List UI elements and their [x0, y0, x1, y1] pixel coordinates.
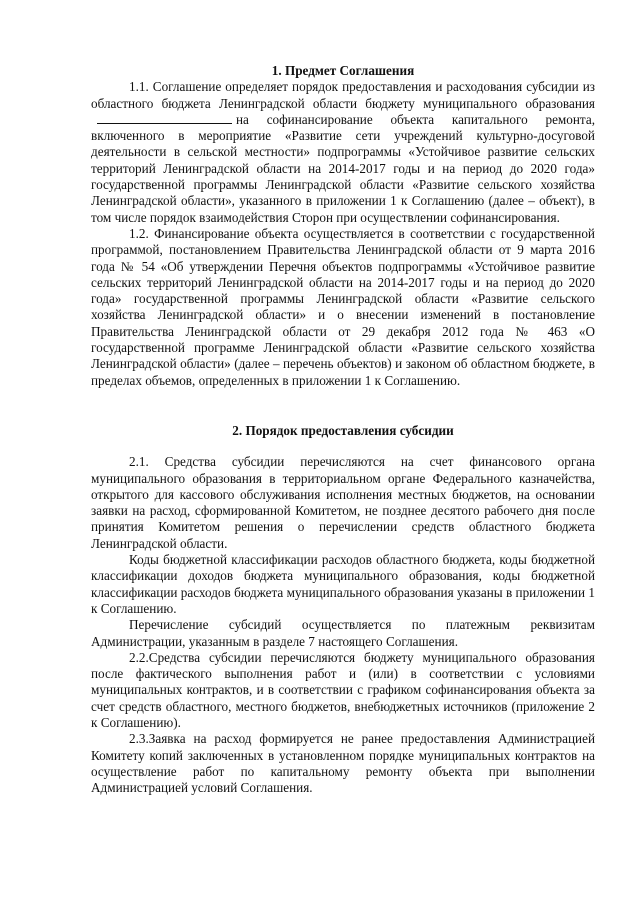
clause-1-1-text-end: на софинансирование объекта капитального ремонта, включенного в мероприятие «Развитие сети учреждений культурно-досуговой деятельности в сельской местности» подпрограммы «Устойчивое развитие сельских территорий Ленинградской области на 2014-2017 годы и на период до 2020 года» государственной программы Ленинградской области «Развитие сельского хозяйства Ленинградской области», указанного в приложении 1 к Соглашению (далее – объект), в том числе порядок взаимодействия Сторон при осуществлении софинансирования. — [91, 111, 595, 225]
clause-paragraph: 2.2.Средства субсидии перечисляются бюджету муниципального образования после фактического выполнения работ и (или) в соответствии с условиями муниципальных контрактов, и в соответствии с графиком софинансирования объекта за счет средств областного, местного бюджетов, внебюджетных источников (приложение 2 к Соглашению). — [91, 649, 595, 730]
clause-1-1 — [91, 79, 595, 226]
section-2-heading: 2. Порядок предоставления субсидии — [232, 422, 454, 438]
clause-paragraph: Перечисление субсидий осуществляется по платежным реквизитам Администрации, указанным в разделе 7 настоящего Соглашения. — [91, 617, 595, 649]
clause-paragraph: 2.3.Заявка на расход формируется не ранее предоставления Администрацией Комитету копий заключенных в установленном порядке муниципальных контрактов на осуществление работ по капитальному ремонту объекта при выполнении Администрацией условий Соглашения. — [91, 731, 595, 796]
clause-paragraph: 2.1. Средства субсидии перечисляются на счет финансового органа муниципального образования в территориальном органе Федерального казначейства, открытого для кассового обслуживания исполнения местных бюджетов, на основании заявки на расход, сформированной Комитетом, не позднее десятого рабочего дня после принятия Комитетом решения о перечислении средств областного бюджета Ленинградской области. — [91, 454, 595, 551]
clause-1-2: 1.2. Финансирование объекта осуществляется в соответствии с государственной программой, постановлением Правительства Ленинградской области от 9 марта 2016 года № 54 «Об утверждении Перечня объектов подпрограммы «Устойчивое развитие сельских территорий Ленинградской области на 2014-2017 годы и на период до 2020 года» государственной программы Ленинградской области «Развитие сельского хозяйства Ленинградской области» и о внесении изменений в постановление Правительства Ленинградской области от 29 декабря 2012 года № 463 «О государственной программе Ленинградской области «Развитие сельского хозяйства Ленинградской области» (далее – перечень объектов) и законом об областном бюджете, в пределах объемов, определенных в приложении 1 к Соглашению. — [91, 225, 595, 388]
section-2-body — [91, 454, 595, 796]
section-1-heading: 1. Предмет Соглашения — [271, 63, 415, 78]
clause-1-1-text-start: 1.1. Соглашение определяет порядок предоставления и расходования субсидии из областного бюджета Ленинградской области бюджету муниципального образования — [91, 79, 595, 111]
clause-paragraph: Коды бюджетной классификации расходов областного бюджета, коды бюджетной классификации доходов бюджета муниципального образования, коды бюджетной классификации расходов бюджета муниципального образования указаны в приложении 1 к Соглашению. — [91, 552, 595, 616]
municipality-blank — [97, 112, 232, 124]
